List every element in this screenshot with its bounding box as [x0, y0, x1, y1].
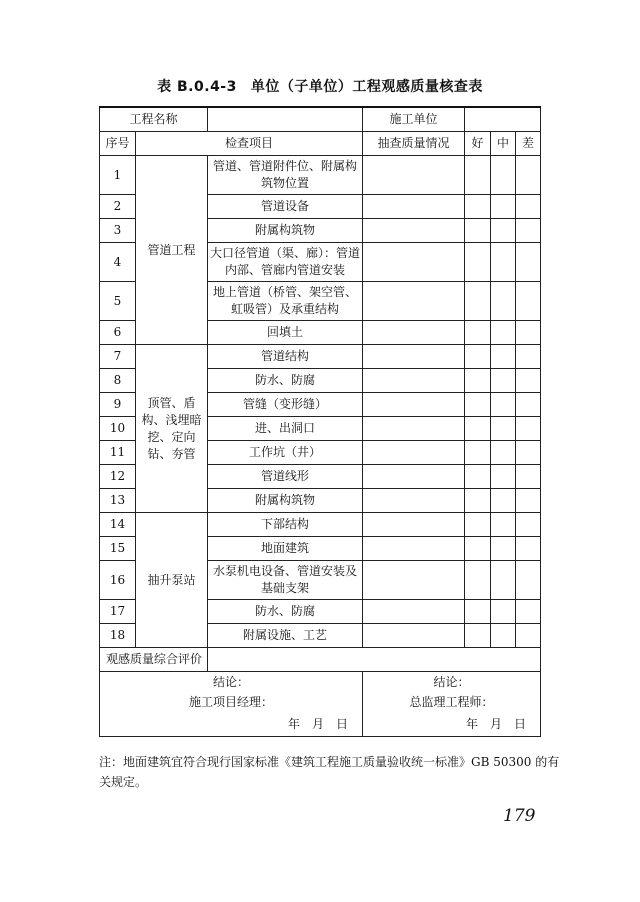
row-number: 15: [100, 537, 136, 561]
good-cell[interactable]: [465, 393, 491, 417]
poor-cell[interactable]: [516, 465, 541, 489]
row-number: 10: [100, 417, 136, 441]
medium-cell[interactable]: [491, 219, 516, 243]
medium-cell[interactable]: [491, 393, 516, 417]
good-cell[interactable]: [465, 243, 491, 282]
row-number: 1: [100, 156, 136, 195]
conclusion-row: [100, 672, 541, 737]
medium-cell[interactable]: [491, 600, 516, 624]
row-number: 5: [100, 282, 136, 321]
situation-cell[interactable]: [363, 195, 465, 219]
row-number: 14: [100, 513, 136, 537]
date-label: 年 月 日: [466, 717, 527, 731]
good-cell[interactable]: [465, 537, 491, 561]
builder-label: 施工单位: [363, 107, 465, 132]
good-cell[interactable]: [465, 417, 491, 441]
row-number: 4: [100, 243, 136, 282]
table-code: 表 B.0.4-3: [157, 79, 237, 95]
poor-cell[interactable]: [516, 345, 541, 369]
poor-cell[interactable]: [516, 393, 541, 417]
row-number: 2: [100, 195, 136, 219]
poor-cell[interactable]: [516, 156, 541, 195]
col-header-situation: 抽查质量情况: [363, 132, 465, 156]
situation-cell[interactable]: [363, 219, 465, 243]
medium-cell[interactable]: [491, 561, 516, 600]
good-cell[interactable]: [465, 441, 491, 465]
row-item: 防水、防腐: [208, 600, 363, 624]
row-number: 8: [100, 369, 136, 393]
poor-cell[interactable]: [516, 537, 541, 561]
row-item: 地面建筑: [208, 537, 363, 561]
medium-cell[interactable]: [491, 369, 516, 393]
good-cell[interactable]: [465, 369, 491, 393]
situation-cell[interactable]: [363, 489, 465, 513]
good-cell[interactable]: [465, 513, 491, 537]
table-title-text: 单位（子单位）工程观感质量核查表: [250, 79, 483, 95]
medium-cell[interactable]: [491, 321, 516, 345]
medium-cell[interactable]: [491, 624, 516, 648]
conclusion-label: 结论：: [433, 675, 470, 689]
good-cell[interactable]: [465, 195, 491, 219]
chief-supervisor-label: 总监理工程师：: [409, 695, 494, 709]
medium-cell[interactable]: [491, 345, 516, 369]
good-cell[interactable]: [465, 465, 491, 489]
situation-cell[interactable]: [363, 624, 465, 648]
medium-cell[interactable]: [491, 489, 516, 513]
poor-cell[interactable]: [516, 282, 541, 321]
evaluation-row: [100, 648, 541, 672]
group-label: 顶管、盾构、浅埋暗挖、定向钻、夯管: [136, 345, 208, 513]
row-number: 12: [100, 465, 136, 489]
project-name-label: 工程名称: [100, 107, 208, 132]
row-item: 附属设施、工艺: [208, 624, 363, 648]
medium-cell[interactable]: [491, 417, 516, 441]
table-row: [100, 513, 541, 537]
evaluation-value[interactable]: [208, 648, 541, 672]
conclusion-supervisor[interactable]: [363, 672, 541, 737]
situation-cell[interactable]: [363, 465, 465, 489]
row-number: 18: [100, 624, 136, 648]
row-item: 附属构筑物: [208, 219, 363, 243]
poor-cell[interactable]: [516, 243, 541, 282]
table-row: [100, 345, 541, 369]
row-number: 13: [100, 489, 136, 513]
group-label: 管道工程: [136, 156, 208, 345]
good-cell[interactable]: [465, 345, 491, 369]
quality-check-table: [99, 106, 541, 737]
situation-cell[interactable]: [363, 600, 465, 624]
row-item: 回填土: [208, 321, 363, 345]
row-item: 附属构筑物: [208, 489, 363, 513]
row-item: 下部结构: [208, 513, 363, 537]
evaluation-label: 观感质量综合评价: [100, 648, 208, 672]
row-number: 17: [100, 600, 136, 624]
poor-cell[interactable]: [516, 561, 541, 600]
row-item: 防水、防腐: [208, 369, 363, 393]
project-manager-label: 施工项目经理：: [189, 695, 274, 709]
situation-cell[interactable]: [363, 282, 465, 321]
situation-cell[interactable]: [363, 156, 465, 195]
poor-cell[interactable]: [516, 195, 541, 219]
row-number: 16: [100, 561, 136, 600]
table-row: [100, 156, 541, 195]
situation-cell[interactable]: [363, 561, 465, 600]
row-item: 水泵机电设备、管道安装及基础支架: [208, 561, 363, 600]
poor-cell[interactable]: [516, 219, 541, 243]
row-item: 进、出洞口: [208, 417, 363, 441]
row-item: 管道、管道附件位、附属构筑物位置: [208, 156, 363, 195]
situation-cell[interactable]: [363, 417, 465, 441]
col-header-medium: 中: [491, 132, 516, 156]
poor-cell[interactable]: [516, 417, 541, 441]
medium-cell[interactable]: [491, 513, 516, 537]
conclusion-builder[interactable]: [100, 672, 363, 737]
row-item: 工作坑（井）: [208, 441, 363, 465]
row-item: 管道线形: [208, 465, 363, 489]
row-item: 地上管道（桥管、架空管、虹吸管）及承重结构: [208, 282, 363, 321]
row-number: 6: [100, 321, 136, 345]
poor-cell[interactable]: [516, 441, 541, 465]
situation-cell[interactable]: [363, 441, 465, 465]
col-header-item: 检查项目: [136, 132, 363, 156]
good-cell[interactable]: [465, 624, 491, 648]
medium-cell[interactable]: [491, 243, 516, 282]
project-name-value[interactable]: [208, 107, 363, 132]
builder-value[interactable]: [465, 107, 541, 132]
medium-cell[interactable]: [491, 441, 516, 465]
table-title: [0, 76, 640, 96]
good-cell[interactable]: [465, 489, 491, 513]
col-header-good: 好: [465, 132, 491, 156]
row-number: 9: [100, 393, 136, 417]
row-item: 管道结构: [208, 345, 363, 369]
good-cell[interactable]: [465, 156, 491, 195]
medium-cell[interactable]: [491, 156, 516, 195]
medium-cell[interactable]: [491, 537, 516, 561]
col-header-poor: 差: [516, 132, 541, 156]
medium-cell[interactable]: [491, 465, 516, 489]
conclusion-label: 结论：: [213, 675, 250, 689]
poor-cell[interactable]: [516, 369, 541, 393]
row-number: 7: [100, 345, 136, 369]
good-cell[interactable]: [465, 600, 491, 624]
footnote: 注：地面建筑宜符合现行国家标准《建筑工程施工质量验收统一标准》GB 50300 的有关规定。: [99, 755, 560, 789]
poor-cell[interactable]: [516, 489, 541, 513]
poor-cell[interactable]: [516, 600, 541, 624]
situation-cell[interactable]: [363, 513, 465, 537]
medium-cell[interactable]: [491, 282, 516, 321]
col-header-seq: 序号: [100, 132, 136, 156]
poor-cell[interactable]: [516, 321, 541, 345]
date-label: 年 月 日: [288, 717, 349, 731]
good-cell[interactable]: [465, 321, 491, 345]
good-cell[interactable]: [465, 282, 491, 321]
poor-cell[interactable]: [516, 624, 541, 648]
situation-cell[interactable]: [363, 243, 465, 282]
row-item: 管道设备: [208, 195, 363, 219]
situation-cell[interactable]: [363, 321, 465, 345]
poor-cell[interactable]: [516, 513, 541, 537]
situation-cell[interactable]: [363, 369, 465, 393]
good-cell[interactable]: [465, 219, 491, 243]
situation-cell[interactable]: [363, 537, 465, 561]
row-number: 11: [100, 441, 136, 465]
good-cell[interactable]: [465, 561, 491, 600]
situation-cell[interactable]: [363, 393, 465, 417]
page-number: 179: [503, 806, 536, 826]
row-number: 3: [100, 219, 136, 243]
row-item: 大口径管道（渠、廊）：管道内部、管廊内管道安装: [208, 243, 363, 282]
situation-cell[interactable]: [363, 345, 465, 369]
medium-cell[interactable]: [491, 195, 516, 219]
group-label: 抽升泵站: [136, 513, 208, 648]
row-item: 管缝（变形缝）: [208, 393, 363, 417]
